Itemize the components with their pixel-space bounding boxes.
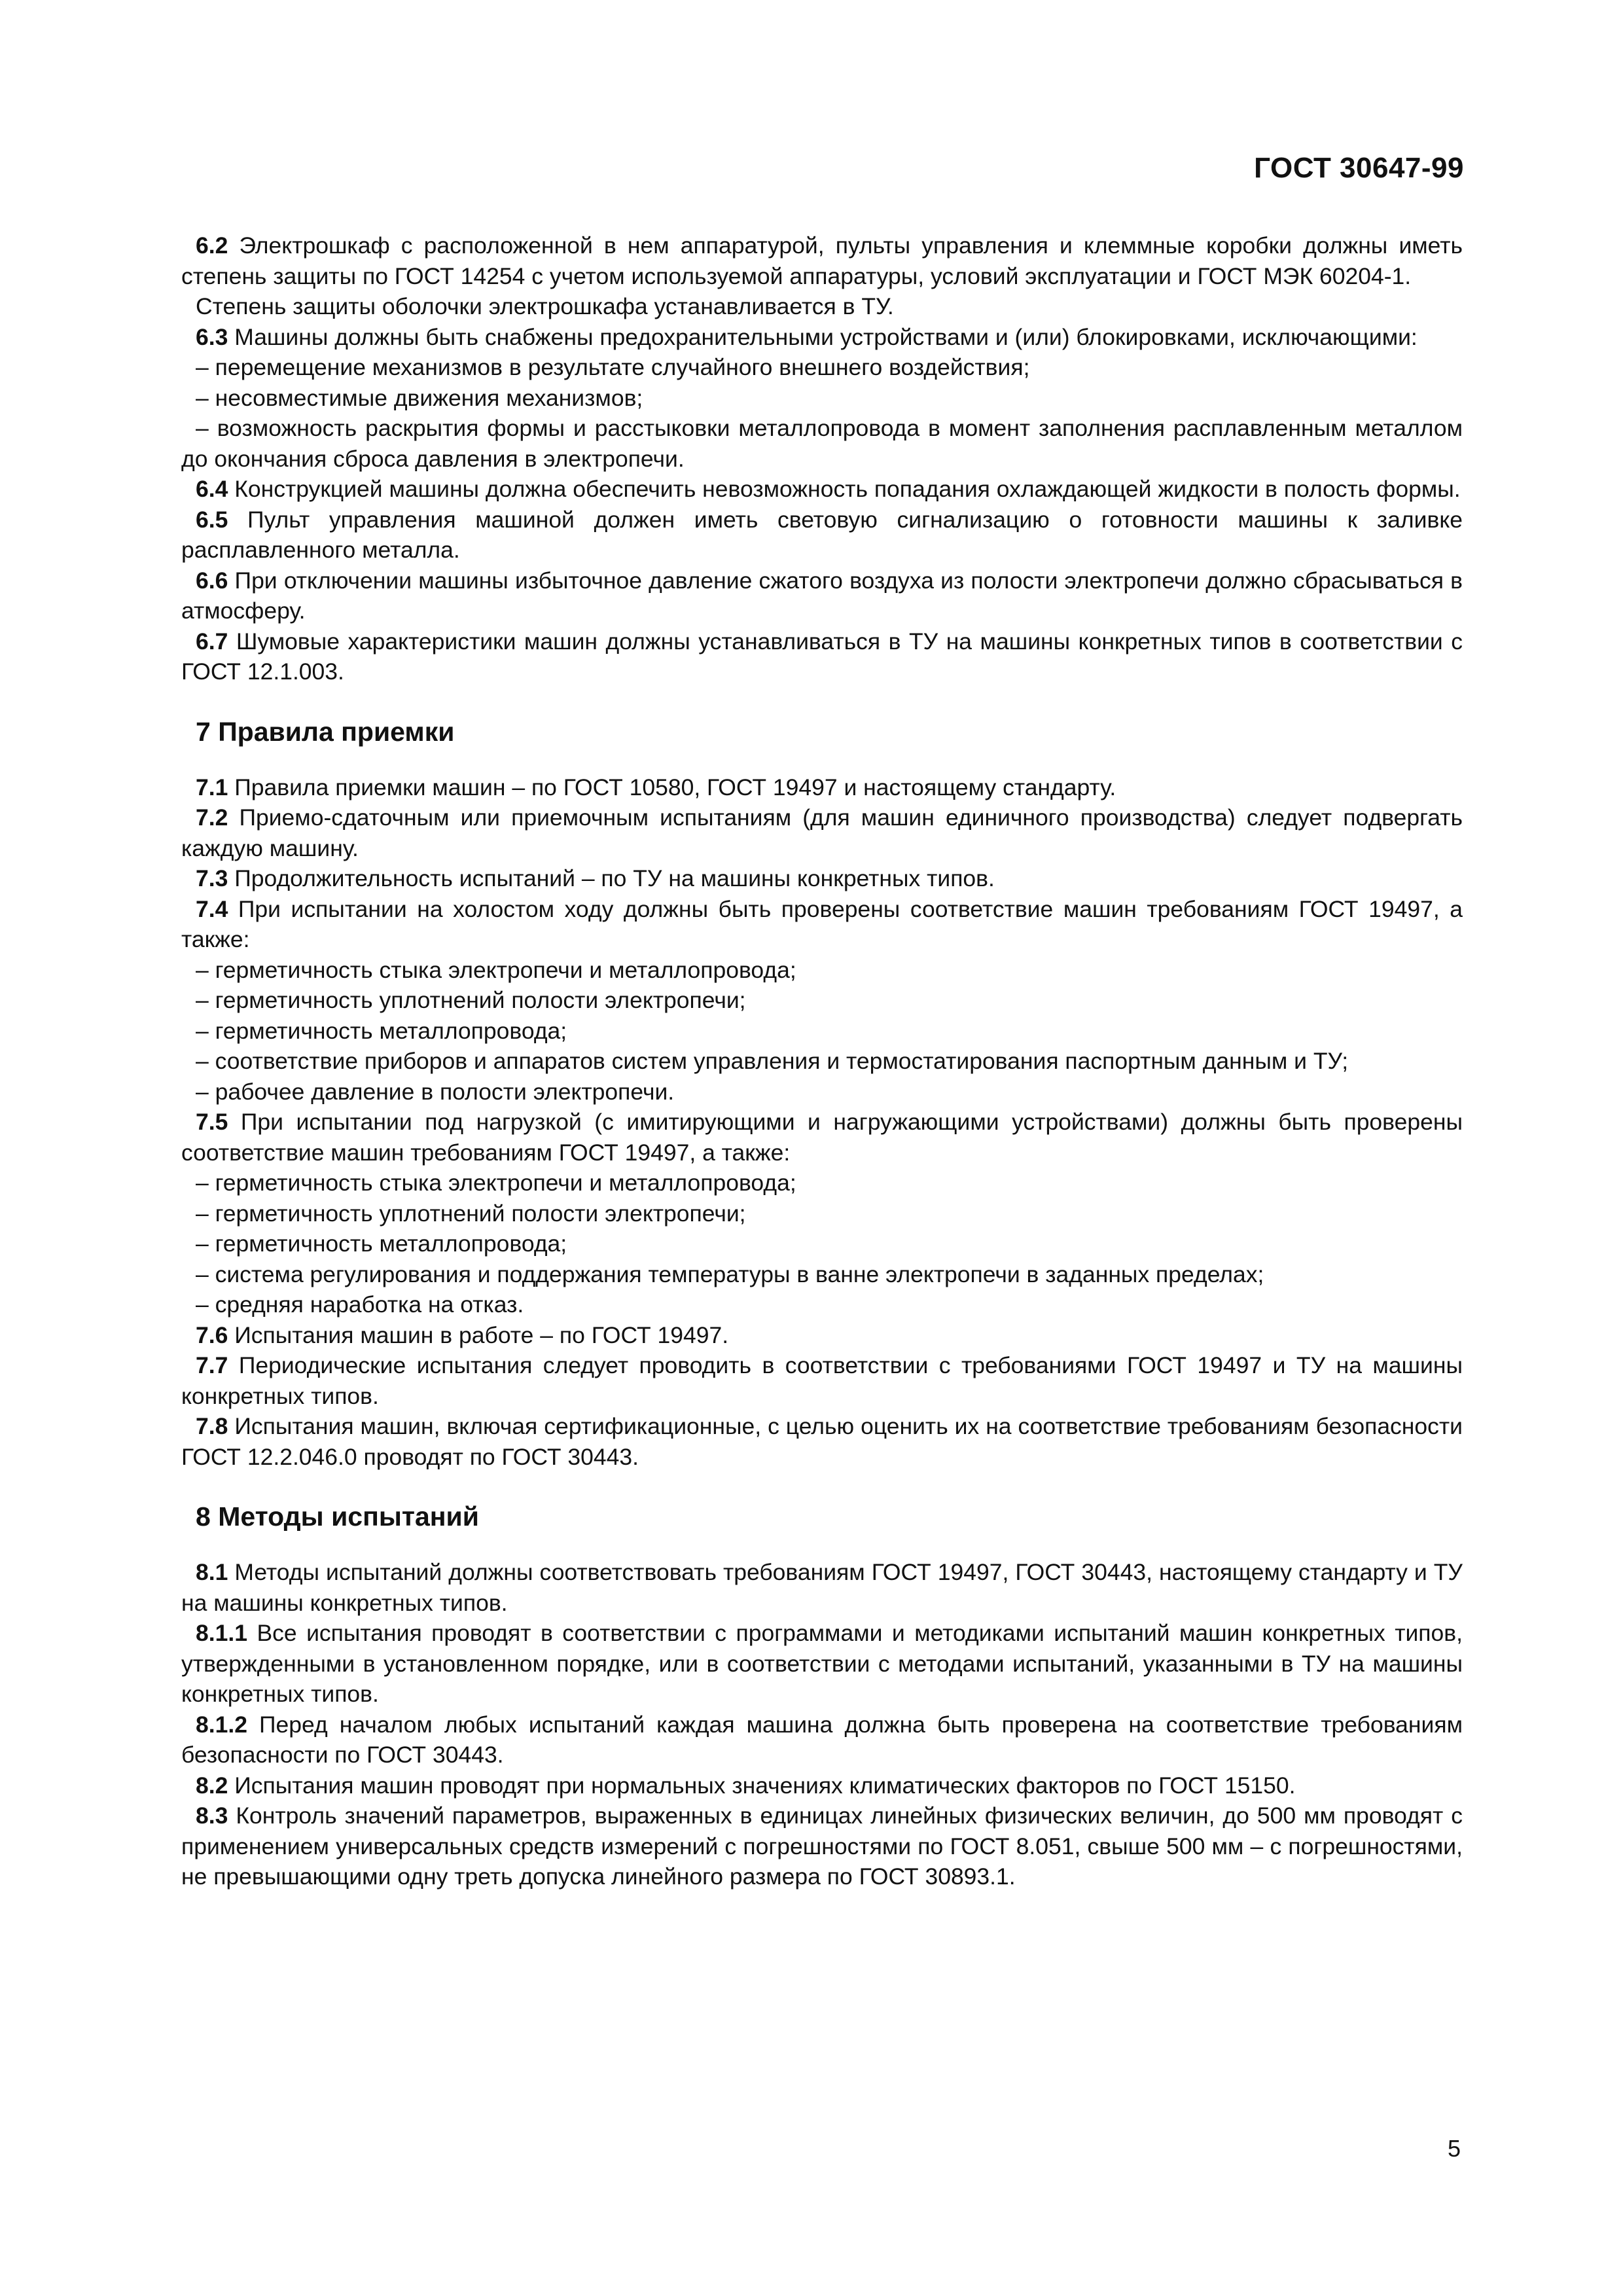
section-6-continuation bbox=[181, 230, 1463, 687]
clause-text: – соответствие приборов и аппаратов систем управления и термостатирования паспортным данным и ТУ; bbox=[196, 1048, 1349, 1074]
clause-number: 7.7 bbox=[196, 1352, 228, 1378]
section-8-body bbox=[181, 1557, 1463, 1892]
section-8-title: 8 Методы испытаний bbox=[196, 1501, 479, 1532]
clause-text: – герметичность стыка электропечи и металлопровода; bbox=[196, 1170, 796, 1196]
clause-6-5 bbox=[181, 505, 1463, 565]
clause-number: 8.1.1 bbox=[196, 1620, 247, 1646]
clause-text: Испытания машин проводят при нормальных значениях климатических факторов по ГОСТ 15150. bbox=[228, 1772, 1296, 1799]
clause-text: – герметичность уплотнений полости электропечи; bbox=[196, 1200, 746, 1227]
paragraph bbox=[181, 1259, 1463, 1290]
clause-8-1-1 bbox=[181, 1618, 1463, 1710]
paragraph bbox=[181, 1077, 1463, 1107]
clause-7-7 bbox=[181, 1350, 1463, 1411]
clause-text: Продолжительность испытаний – по ТУ на машины конкретных типов. bbox=[228, 865, 995, 891]
paragraph bbox=[181, 291, 1463, 322]
paragraph bbox=[181, 1198, 1463, 1229]
clause-text: Испытания машин, включая сертификационные, с целью оценить их на соответствие требованиям безопасности ГОСТ 12.2.046.0 проводят по ГОСТ 30443. bbox=[181, 1413, 1463, 1470]
clause-number: 8.1 bbox=[196, 1559, 228, 1585]
clause-text: – герметичность уплотнений полости электропечи; bbox=[196, 987, 746, 1013]
clause-text: Электрошкаф с расположенной в нем аппаратурой, пульты управления и клеммные коробки должны иметь степень защиты по ГОСТ 14254 с учетом используемой аппаратуры, условий эксплуатации и ГОСТ МЭК 60204-1. bbox=[181, 232, 1463, 289]
clause-7-5 bbox=[181, 1107, 1463, 1168]
clause-text: – герметичность металлопровода; bbox=[196, 1230, 567, 1257]
clause-text: Степень защиты оболочки электрошкафа устанавливается в ТУ. bbox=[196, 293, 894, 319]
paragraph bbox=[181, 955, 1463, 986]
clause-number: 6.6 bbox=[196, 567, 228, 594]
clause-8-3 bbox=[181, 1801, 1463, 1892]
clause-text: Приемо-сдаточным или приемочным испытаниям (для машин единичного производства) следует подвергать каждую машину. bbox=[181, 804, 1463, 861]
clause-text: Шумовые характеристики машин должны устанавливаться в ТУ на машины конкретных типов в соответствии с ГОСТ 12.1.003. bbox=[181, 628, 1463, 685]
paragraph bbox=[181, 1229, 1463, 1259]
clause-number: 6.4 bbox=[196, 476, 228, 502]
clause-text: – перемещение механизмов в результате случайного внешнего воздействия; bbox=[196, 354, 1030, 380]
clause-text: – средняя наработка на отказ. bbox=[196, 1291, 524, 1318]
clause-text: Правила приемки машин – по ГОСТ 10580, ГОСТ 19497 и настоящему стандарту. bbox=[228, 774, 1116, 800]
paragraph bbox=[181, 1016, 1463, 1047]
clause-number: 7.4 bbox=[196, 895, 228, 922]
clause-text: Пульт управления машиной должен иметь световую сигнализацию о готовности машины к заливке расплавленного металла. bbox=[181, 506, 1463, 563]
paragraph bbox=[181, 1168, 1463, 1198]
clause-text: Все испытания проводят в соответствии с программами и методиками испытаний машин конкретных типов, утвержденными в установленном порядке, или в соответствии с методами испытаний, указанными в ТУ на машины конкретных типов. bbox=[181, 1620, 1463, 1707]
clause-7-3 bbox=[181, 863, 1463, 894]
clause-number: 8.1.2 bbox=[196, 1711, 247, 1738]
clause-number: 7.3 bbox=[196, 865, 228, 891]
clause-text: Машины должны быть снабжены предохранительными устройствами и (или) блокировками, исключающими: bbox=[228, 323, 1418, 350]
clause-number: 6.7 bbox=[196, 628, 228, 655]
document-body bbox=[181, 230, 1463, 1892]
clause-number: 7.1 bbox=[196, 774, 228, 800]
clause-text: – несовместимые движения механизмов; bbox=[196, 384, 643, 411]
paragraph bbox=[181, 985, 1463, 1016]
clause-text: Испытания машин в работе – по ГОСТ 19497. bbox=[228, 1321, 729, 1348]
section-7-body bbox=[181, 772, 1463, 1473]
paragraph bbox=[181, 383, 1463, 414]
clause-number: 7.5 bbox=[196, 1109, 228, 1135]
clause-number: 7.8 bbox=[196, 1413, 228, 1439]
clause-text: Периодические испытания следует проводить в соответствии с требованиями ГОСТ 19497 и ТУ на машины конкретных типов. bbox=[181, 1352, 1463, 1409]
clause-7-2 bbox=[181, 802, 1463, 863]
clause-6-4 bbox=[181, 474, 1463, 505]
clause-6-7 bbox=[181, 626, 1463, 687]
clause-number: 7.6 bbox=[196, 1321, 228, 1348]
clause-text: При испытании на холостом ходу должны быть проверены соответствие машин требованиям ГОСТ 19497, а также: bbox=[181, 895, 1463, 952]
clause-text: При испытании под нагрузкой (с имитирующими и нагружающими устройствами) должны быть проверены соответствие машин требованиям ГОСТ 19497, а также: bbox=[181, 1109, 1463, 1166]
clause-text: – рабочее давление в полости электропечи. bbox=[196, 1078, 675, 1105]
clause-text: – возможность раскрытия формы и расстыковки металлопровода в момент заполнения расплавленным металлом до окончания сброса давления в электропечи. bbox=[181, 415, 1463, 472]
page-number: 5 bbox=[1447, 2135, 1461, 2162]
section-7-title: 7 Правила приемки bbox=[196, 716, 455, 747]
clause-7-1 bbox=[181, 772, 1463, 803]
clause-7-8 bbox=[181, 1411, 1463, 1472]
clause-number: 7.2 bbox=[196, 804, 228, 831]
clause-number: 6.5 bbox=[196, 506, 228, 533]
document-code: ГОСТ 30647-99 bbox=[1254, 152, 1464, 184]
clause-number: 8.3 bbox=[196, 1803, 228, 1829]
clause-8-1 bbox=[181, 1557, 1463, 1618]
clause-text: Перед началом любых испытаний каждая машина должна быть проверена на соответствие требованиям безопасности по ГОСТ 30443. bbox=[181, 1711, 1463, 1768]
clause-8-2 bbox=[181, 1770, 1463, 1801]
clause-6-3 bbox=[181, 322, 1463, 353]
clause-number: 6.2 bbox=[196, 232, 228, 259]
clause-text: – герметичность стыка электропечи и металлопровода; bbox=[196, 956, 796, 983]
paragraph bbox=[181, 413, 1463, 474]
clause-6-2 bbox=[181, 230, 1463, 291]
clause-text: Контроль значений параметров, выраженных в единицах линейных физических величин, до 500 мм проводят с применением универсальных средств измерений с погрешностями по ГОСТ 8.051, свыше 500 мм – с погрешностями, не превышающими одну треть допуска линейного размера по ГОСТ 30893.1. bbox=[181, 1803, 1463, 1890]
clause-7-6 bbox=[181, 1320, 1463, 1351]
paragraph bbox=[181, 1046, 1463, 1077]
paragraph bbox=[181, 1289, 1463, 1320]
clause-text: Методы испытаний должны соответствовать требованиям ГОСТ 19497, ГОСТ 30443, настоящему стандарту и ТУ на машины конкретных типов. bbox=[181, 1559, 1463, 1616]
clause-text: – герметичность металлопровода; bbox=[196, 1017, 567, 1044]
clause-number: 6.3 bbox=[196, 323, 228, 350]
clause-text: При отключении машины избыточное давление сжатого воздуха из полости электропечи должно сбрасываться в атмосферу. bbox=[181, 567, 1463, 624]
paragraph bbox=[181, 352, 1463, 383]
clause-number: 8.2 bbox=[196, 1772, 228, 1799]
clause-7-4 bbox=[181, 894, 1463, 955]
clause-text: – система регулирования и поддержания температуры в ванне электропечи в заданных пределах; bbox=[196, 1261, 1264, 1287]
clause-8-1-2 bbox=[181, 1710, 1463, 1770]
clause-6-6 bbox=[181, 565, 1463, 626]
clause-text: Конструкцией машины должна обеспечить невозможность попадания охлаждающей жидкости в полость формы. bbox=[228, 476, 1461, 502]
